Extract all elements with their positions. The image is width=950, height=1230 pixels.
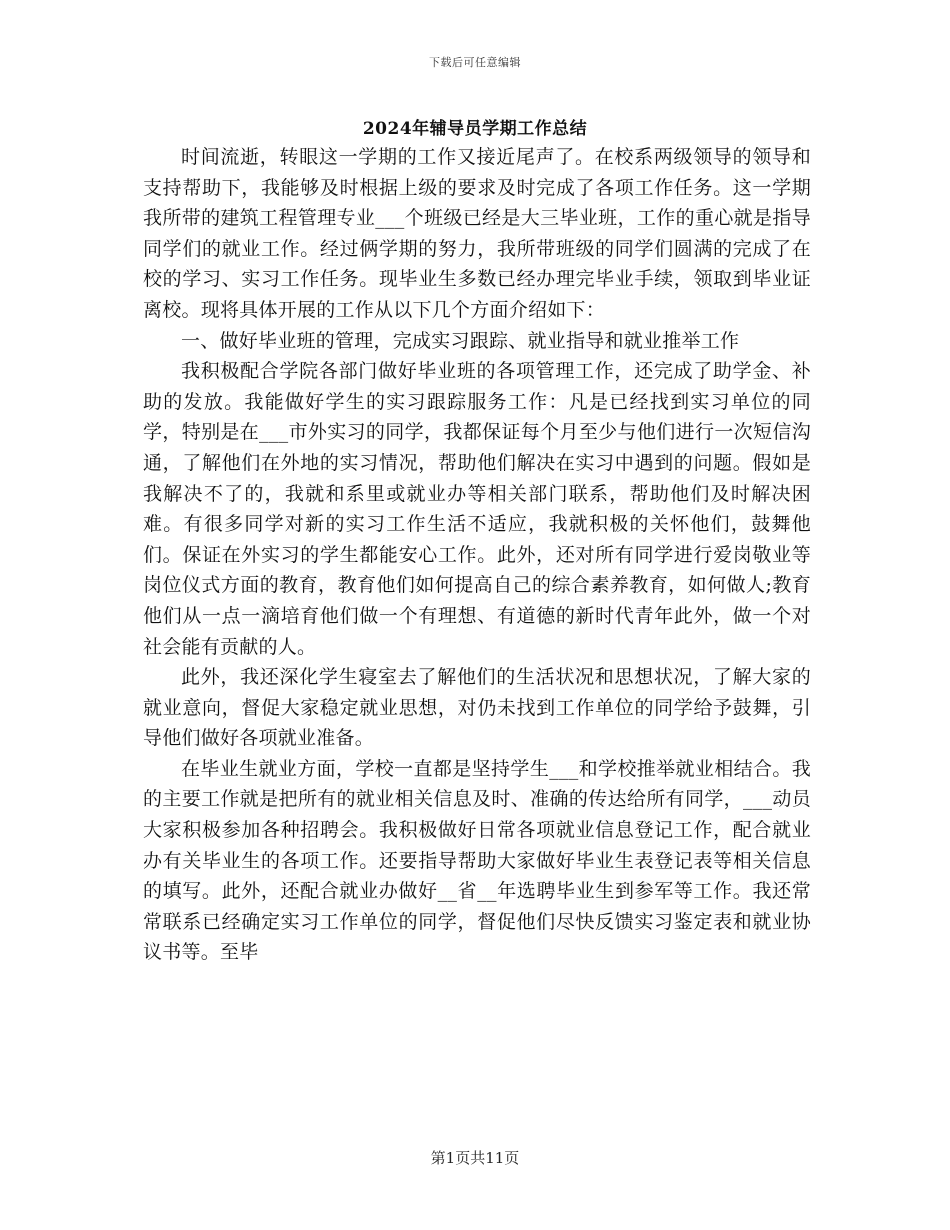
paragraph-dormitory: 此外，我还深化学生寝室去了解他们的生活状况和思想状况，了解大家的就业意向，督促大家稳定就业思想，对仍未找到工作单位的同学给予鼓舞，引导他们做好各项就业准备。 bbox=[143, 666, 811, 750]
paragraph-intro: 时间流逝，转眼这一学期的工作又接近尾声了。在校系两级领导的领导和支持帮助下，我能够及时根据上级的要求及时完成了各项工作任务。这一学期我所带的建筑工程管理专业___个班级已经是大三毕业班，工作的重心就是指导同学们的就业工作。经过俩学期的努力，我所带班级的同学们圆满的完成了在校的学习、实习工作任务。现毕业生多数已经办理完毕业手续，领取到毕业证离校。现将具体开展的工作从以下几个方面介绍如下： bbox=[143, 146, 811, 321]
paragraph-management: 我积极配合学院各部门做好毕业班的各项管理工作，还完成了助学金、补助的发放。我能做好学生的实习跟踪服务工作：凡是已经找到实习单位的同学，特别是在___市外实习的同学，我都保证每个月至少与他们进行一次短信沟通，了解他们在外地的实习情况，帮助他们解决在实习中遇到的问题。假如是我解决不了的，我就和系里或就业办等相关部门联系，帮助他们及时解决困难。有很多同学对新的实习工作生活不适应，我就积极的关怀他们，鼓舞他们。保证在外实习的学生都能安心工作。此外，还对所有同学进行爱岗敬业等岗位仪式方面的教育，教育他们如何提高自己的综合素养教育，如何做人;教育他们从一点一滴培育他们做一个有理想、有道德的新时代青年此外，做一个对社会能有贡献的人。 bbox=[143, 360, 811, 658]
document-title: 2024年辅导员学期工作总结 bbox=[362, 119, 588, 139]
header-note: 下载后可任意编辑 bbox=[429, 56, 521, 69]
section-heading: 一、做好毕业班的管理，完成实习跟踪、就业指导和就业推举工作 bbox=[181, 329, 740, 352]
page-footer: 第1页共11页 bbox=[430, 1149, 520, 1167]
paragraph-employment: 在毕业生就业方面，学校一直都是坚持学生___和学校推举就业相结合。我的主要工作就是把所有的就业相关信息及时、准确的传达给所有同学，___动员大家积极参加各种招聘会。我积极做好日常各项就业信息登记工作，配合就业办有关毕业生的各项工作。还要指导帮助大家做好毕业生表登记表等相关信息的填写。此外，还配合就业办做好__省__年选聘毕业生到参军等工作。我还常常联系已经确定实习工作单位的同学，督促他们尽快反馈实习鉴定表和就业协议书等。至毕 bbox=[143, 757, 811, 964]
document-body bbox=[143, 142, 811, 968]
